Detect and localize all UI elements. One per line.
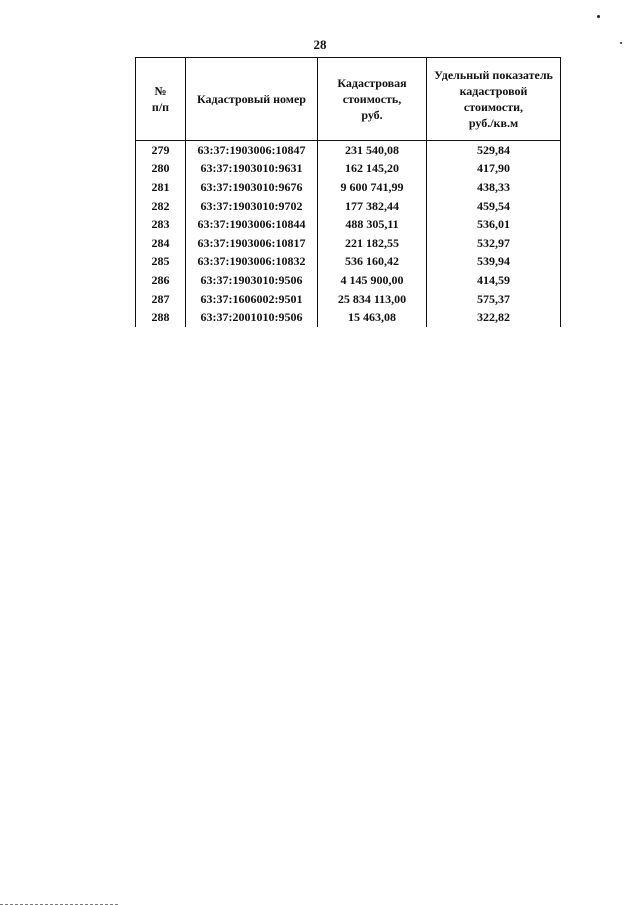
- cell-specific-indicator: 414,59: [427, 271, 561, 290]
- cell-row-number: 280: [136, 160, 186, 179]
- scan-speck: [597, 15, 600, 18]
- cell-specific-indicator: 322,82: [427, 308, 561, 327]
- cell-specific-indicator: 459,54: [427, 197, 561, 216]
- table-row: [136, 234, 561, 253]
- cadastral-table: [135, 57, 561, 327]
- header-specific-indicator: Удельный показатель кадастровой стоимости, руб./кв.м: [427, 58, 561, 141]
- cell-specific-indicator: 536,01: [427, 215, 561, 234]
- table-header-row: [136, 58, 561, 141]
- header-cadastral-value: Кадастровая стоимость, руб.: [318, 58, 427, 141]
- cell-specific-indicator: 417,90: [427, 160, 561, 179]
- cell-specific-indicator: 529,84: [427, 141, 561, 160]
- table-row: [136, 215, 561, 234]
- cell-specific-indicator: 532,97: [427, 234, 561, 253]
- cell-cadastral-value: 4 145 900,00: [318, 271, 427, 290]
- cell-row-number: 285: [136, 253, 186, 272]
- table-row: [136, 271, 561, 290]
- cell-cadastral-number: 63:37:1903010:9676: [186, 178, 318, 197]
- table-row: [136, 290, 561, 309]
- cell-cadastral-value: 25 834 113,00: [318, 290, 427, 309]
- cell-row-number: 284: [136, 234, 186, 253]
- cell-cadastral-number: 63:37:2001010:9506: [186, 308, 318, 327]
- table-row: [136, 178, 561, 197]
- cell-row-number: 287: [136, 290, 186, 309]
- page-number: 28: [313, 37, 327, 52]
- cell-cadastral-value: 221 182,55: [318, 234, 427, 253]
- table-row: [136, 160, 561, 179]
- header-row-number: № п/п: [136, 58, 186, 141]
- cell-cadastral-number: 63:37:1903006:10844: [186, 215, 318, 234]
- cell-cadastral-number: 63:37:1903010:9506: [186, 271, 318, 290]
- table-row: [136, 141, 561, 160]
- cell-cadastral-value: 488 305,11: [318, 215, 427, 234]
- cell-cadastral-value: 9 600 741,99: [318, 178, 427, 197]
- cell-cadastral-number: 63:37:1903010:9631: [186, 160, 318, 179]
- cell-row-number: 286: [136, 271, 186, 290]
- cell-cadastral-value: 536 160,42: [318, 253, 427, 272]
- cell-cadastral-value: 231 540,08: [318, 141, 427, 160]
- cell-row-number: 288: [136, 308, 186, 327]
- cell-cadastral-number: 63:37:1903006:10847: [186, 141, 318, 160]
- cell-cadastral-number: 63:37:1903006:10817: [186, 234, 318, 253]
- cell-row-number: 281: [136, 178, 186, 197]
- table-row: [136, 253, 561, 272]
- cell-specific-indicator: 539,94: [427, 253, 561, 272]
- table-row: [136, 308, 561, 327]
- cell-specific-indicator: 575,37: [427, 290, 561, 309]
- cell-row-number: 283: [136, 215, 186, 234]
- cell-cadastral-number: 63:37:1903010:9702: [186, 197, 318, 216]
- header-cadastral-number: Кадастровый номер: [186, 58, 318, 141]
- cell-cadastral-value: 15 463,08: [318, 308, 427, 327]
- cell-row-number: 282: [136, 197, 186, 216]
- cell-cadastral-number: 63:37:1606002:9501: [186, 290, 318, 309]
- cell-row-number: 279: [136, 141, 186, 160]
- cell-cadastral-value: 177 382,44: [318, 197, 427, 216]
- cell-cadastral-number: 63:37:1903006:10832: [186, 253, 318, 272]
- cell-cadastral-value: 162 145,20: [318, 160, 427, 179]
- cell-specific-indicator: 438,33: [427, 178, 561, 197]
- table-row: [136, 197, 561, 216]
